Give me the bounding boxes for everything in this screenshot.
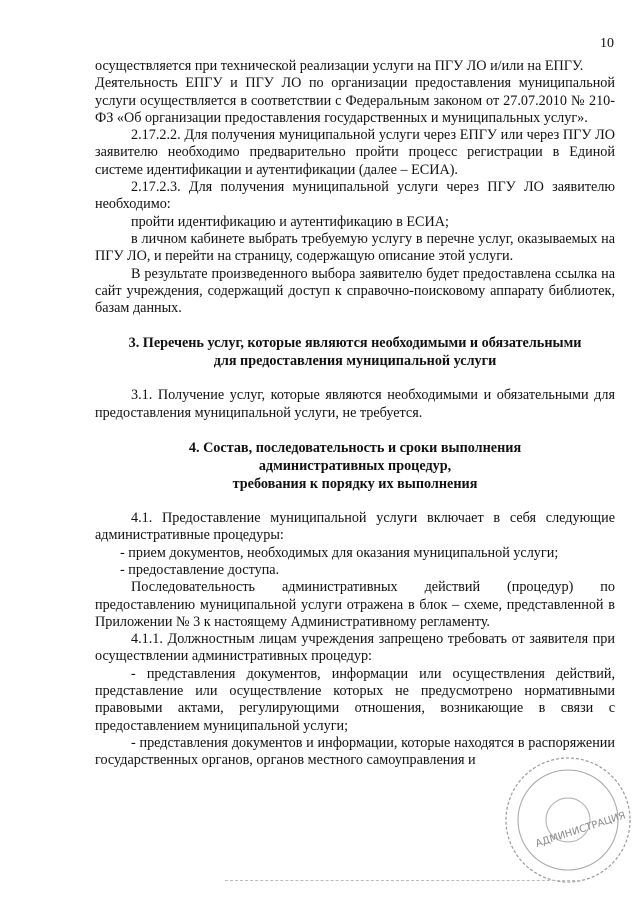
heading-line: 4. Состав, последовательность и сроки выполнения (188, 440, 522, 457)
paragraph: 4.1. Предоставление муниципальной услуги включает в себя следующие административные процедуры: (95, 510, 615, 544)
paragraph: Последовательность административных действий (процедур) по предоставлению муниципальной услуги отражена в блок – схеме, представленной в Приложении № 3 к настоящему Административному регламенту. (95, 579, 615, 630)
list-item: - предоставление доступа. (120, 561, 280, 578)
document-body (95, 58, 615, 770)
heading-line: требования к порядку их выполнения (232, 476, 478, 493)
svg-text:АДМИНИСТРАЦИЯ: АДМИНИСТРАЦИЯ (534, 810, 628, 850)
footer-divider (225, 880, 580, 881)
paragraph: осуществляется при технической реализации услуги на ПГУ ЛО и/или на ЕПГУ. (95, 58, 584, 74)
stamp-seal-icon (488, 748, 638, 888)
paragraph: в личном кабинете выбрать требуемую услугу в перечне услуг, оказываемых на ПГУ ЛО, и перейти на страницу, содержащую описание этой услуги. (95, 230, 615, 265)
list-item: - представления документов, информации или осуществления действий, представление или осуществление которых не предусмотрено нормативными правовыми актами, регулирующими отношения, возникающие в связи с предоставлением муниципальной услуги; (95, 665, 615, 734)
section-4-heading (95, 439, 615, 493)
list-item: - прием документов, необходимых для оказания муниципальной услуги; (120, 544, 559, 561)
paragraph: 2.17.2.3. Для получения муниципальной услуги через ПГУ ЛО заявителю необходимо: (95, 179, 615, 213)
paragraph: 4.1.1. Должностным лицам учреждения запрещено требовать от заявителя при осуществлении административных процедур: (95, 631, 615, 665)
heading-line: 3. Перечень услуг, которые являются необходимыми и обязательными (128, 335, 582, 352)
official-stamp (488, 748, 638, 888)
section-3-heading (95, 334, 615, 370)
paragraph: 2.17.2.2. Для получения муниципальной услуги через ЕПГУ или через ПГУ ЛО заявителю необходимо предварительно пройти процесс регистрации в Единой системе идентификации и аутентификации (далее – ЕСИА). (95, 127, 615, 178)
paragraph: Деятельность ЕПГУ и ПГУ ЛО по организации предоставления муниципальной услуги осуществляется в соответствии с Федеральным законом от 27.07.2010 № 210-ФЗ «Об организации предоставления государственных и муниципальных услуг». (95, 75, 615, 126)
list-item: - представления документов и информации, которые находятся в распоряжении государственных органов, органов местного самоуправления и (95, 734, 615, 769)
paragraph: 3.1. Получение услуг, которые являются необходимыми и обязательными для предоставления муниципальной услуги, не требуется. (95, 387, 615, 421)
heading-line: для предоставления муниципальной услуги (213, 353, 497, 370)
heading-line: административных процедур, (258, 458, 452, 475)
page-number: 10 (600, 36, 614, 51)
paragraph: В результате произведенного выбора заявителю будет предоставлена ссылка на сайт учреждения, содержащий доступ к справочно-поисковому аппарату библиотек, базам данных. (95, 265, 615, 317)
paragraph: пройти идентификацию и аутентификацию в ЕСИА; (131, 213, 449, 230)
